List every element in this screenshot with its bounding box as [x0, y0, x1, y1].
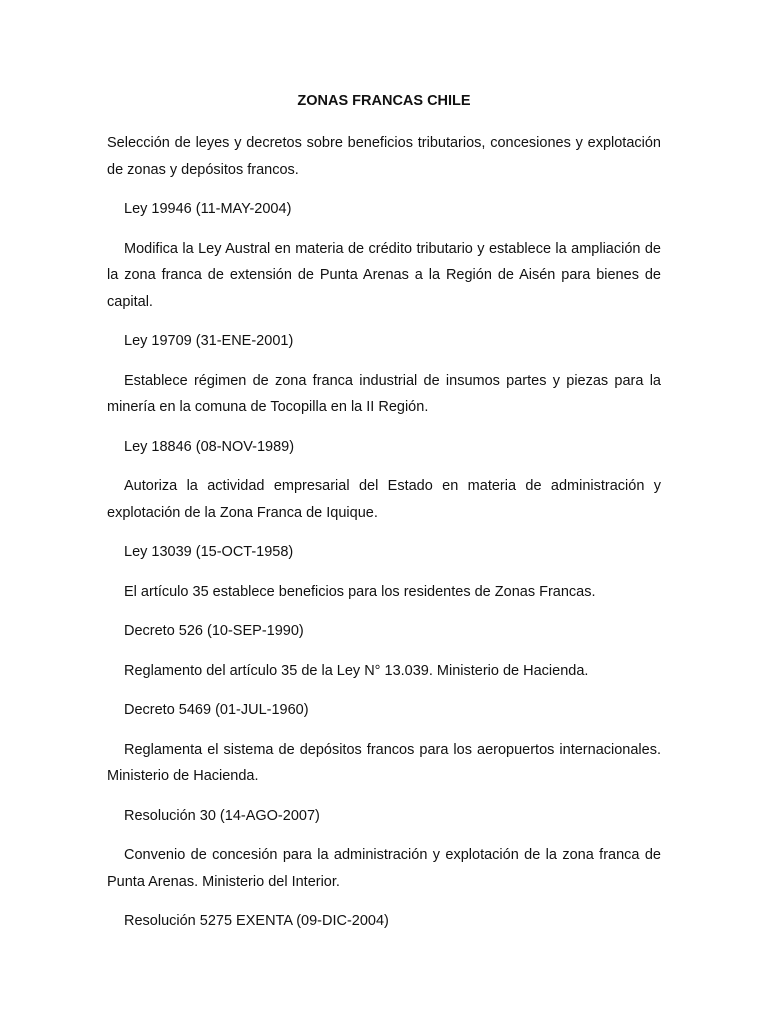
entry-heading: Decreto 5469 (01-JUL-1960): [124, 702, 309, 718]
entry-description: Reglamenta el sistema de depósitos francos para los aeropuertos internacionales. Ministerio de Hacienda.: [107, 741, 661, 784]
document-page: [107, 90, 661, 948]
entry-description: El artículo 35 establece beneficios para los residentes de Zonas Francas.: [124, 583, 596, 600]
entry-heading: Ley 19946 (11-MAY-2004): [124, 201, 292, 217]
entry-heading: Ley 13039 (15-OCT-1958): [124, 544, 294, 560]
entry-description: Reglamento del artículo 35 de la Ley N° 13.039. Ministerio de Hacienda.: [124, 662, 589, 679]
entry-description: Establece régimen de zona franca industrial de insumos partes y piezas para la minería en la comuna de Tocopilla en la II Región.: [107, 372, 661, 415]
entry-description: Convenio de concesión para la administración y explotación de la zona franca de Punta Arenas. Ministerio del Interior.: [107, 847, 661, 890]
entry-description: Autoriza la actividad empresarial del Estado en materia de administración y explotación de la Zona Franca de Iquique.: [107, 478, 661, 521]
entry-heading: Ley 18846 (08-NOV-1989): [124, 438, 295, 455]
entry-description: Modifica la Ley Austral en materia de crédito tributario y establece la ampliación de la zona franca de extensión de Punta Arenas a la Región de Aisén para bienes de capital.: [107, 240, 661, 310]
entry-heading: Resolución 5275 EXENTA (09-DIC-2004): [124, 913, 389, 929]
entry-heading: Resolución 30 (14-AGO-2007): [124, 807, 320, 824]
entry-heading: Decreto 526 (10-SEP-1990): [124, 623, 304, 639]
document-title: ZONAS FRANCAS CHILE: [297, 93, 471, 109]
intro-paragraph: Selección de leyes y decretos sobre beneficios tributarios, concesiones y explotación de zonas y depósitos francos.: [107, 135, 661, 178]
entry-heading: Ley 19709 (31-ENE-2001): [124, 333, 294, 349]
